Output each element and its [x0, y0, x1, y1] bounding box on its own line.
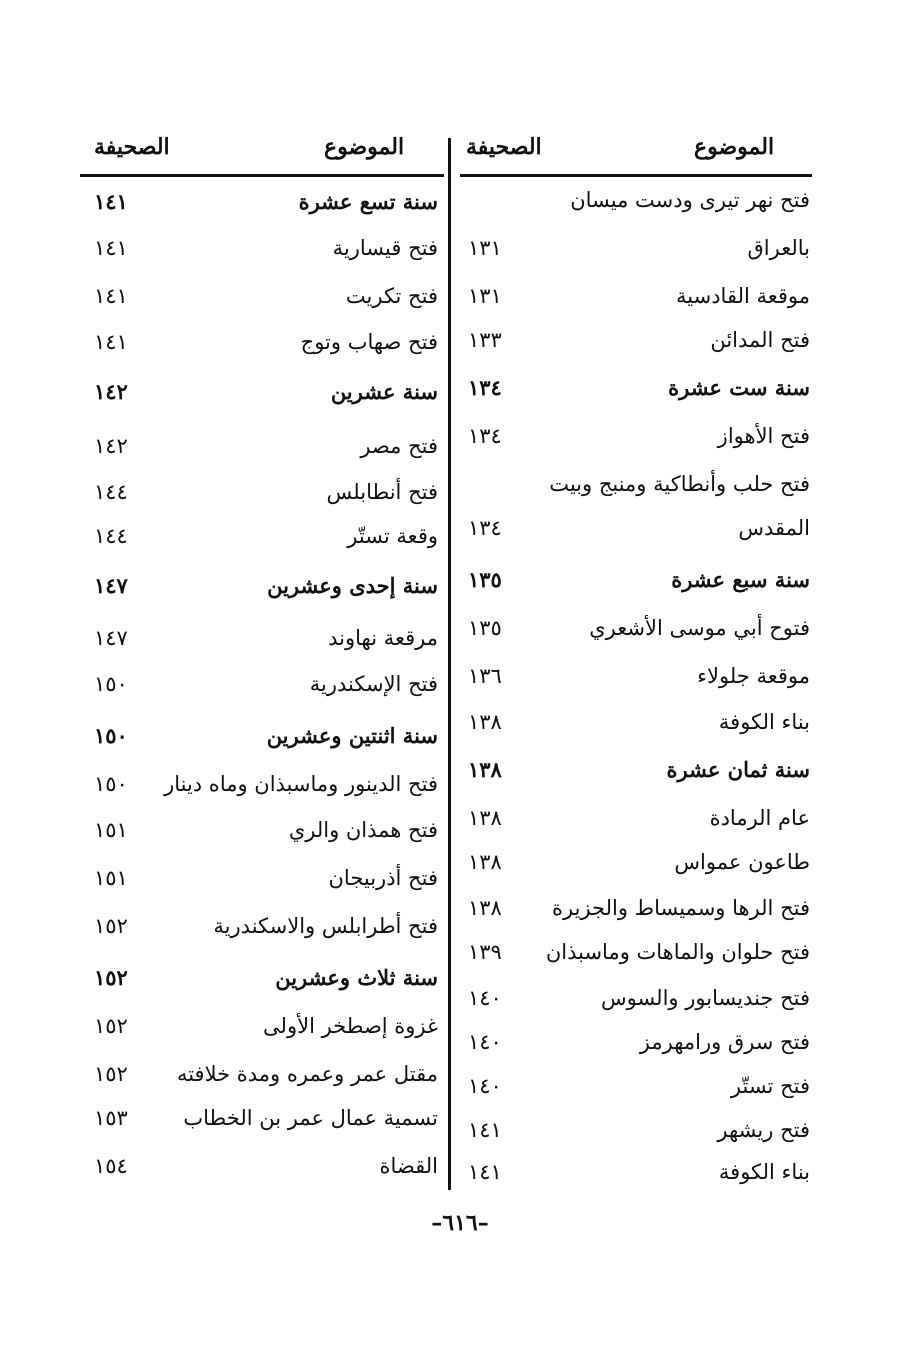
entry-topic: تسمية عمال عمر بن الخطاب	[183, 1106, 438, 1130]
index-entry	[90, 664, 438, 704]
entry-page-number: ١٥٢	[94, 914, 128, 938]
index-entry	[460, 508, 810, 548]
right-page-header: الصحيفة	[466, 134, 542, 160]
index-entry	[460, 276, 810, 316]
index-entry	[90, 182, 438, 222]
index-entry	[90, 426, 438, 466]
entry-page-number: ١٤٧	[94, 573, 128, 598]
index-entry	[460, 368, 810, 408]
entry-topic: وقعة تستّر	[347, 524, 438, 548]
page-number: –٦١٦–	[431, 1210, 489, 1236]
entry-topic: سنة سبع عشرة	[671, 567, 810, 592]
entry-topic: فتح أطرابلس والاسكندرية	[213, 914, 438, 938]
entry-page-number: ١٤٢	[94, 434, 128, 458]
entry-topic: سنة عشرين	[330, 379, 438, 404]
entry-topic: فتح الأهواز	[717, 424, 810, 448]
entry-topic: غزوة إصطخر الأولى	[263, 1014, 438, 1038]
entry-topic: موقعة القادسية	[676, 284, 810, 308]
index-entry	[90, 1054, 438, 1094]
entry-topic: مرقعة نهاوند	[328, 626, 438, 650]
index-entry	[90, 372, 438, 412]
index-entry	[90, 764, 438, 804]
entry-topic: بناء الكوفة	[718, 1160, 810, 1184]
entry-topic: فتح ريشهر	[717, 1118, 810, 1142]
index-entry	[460, 560, 810, 600]
right-topic-header: الموضوع	[694, 134, 775, 160]
entry-topic: فتح مصر	[360, 434, 438, 458]
entry-page-number: ١٤٧	[94, 626, 128, 650]
entry-page-number: ١٤٠	[468, 1030, 502, 1054]
entry-page-number: ١٥١	[94, 818, 128, 842]
left-topic-header: الموضوع	[324, 134, 405, 160]
index-entry	[90, 516, 438, 556]
index-entry	[460, 656, 810, 696]
entry-topic: المقدس	[738, 516, 810, 540]
index-entry	[460, 180, 810, 220]
entry-page-number: ١٥٣	[94, 1106, 128, 1130]
index-entry	[460, 416, 810, 456]
entry-topic: فتح المدائن	[710, 328, 810, 352]
index-entry	[90, 1098, 438, 1138]
index-entry	[460, 798, 810, 838]
index-entry	[460, 464, 810, 504]
entry-topic: فتح أذربيجان	[328, 866, 438, 890]
entry-page-number: ١٥١	[94, 866, 128, 890]
index-entry	[90, 716, 438, 756]
index-entry	[460, 932, 810, 972]
entry-page-number: ١٤١	[94, 189, 128, 214]
entry-topic: فتح أنطابلس	[326, 480, 438, 504]
entry-topic: فتح تستّر	[730, 1074, 810, 1098]
index-entry	[460, 1152, 810, 1192]
entry-topic: مقتل عمر وعمره ومدة خلافته	[176, 1062, 438, 1086]
index-entry	[460, 228, 810, 268]
entry-topic: فتح صهاب وتوج	[300, 330, 438, 354]
entry-topic: طاعون عمواس	[674, 850, 810, 874]
entry-topic: سنة تسع عشرة	[298, 189, 438, 214]
entry-page-number: ١٤١	[468, 1160, 502, 1184]
index-entry	[90, 228, 438, 268]
entry-page-number: ١٤٤	[94, 524, 128, 548]
entry-page-number: ١٤١	[94, 284, 128, 308]
index-entry	[90, 1006, 438, 1046]
entry-topic: فتح نهر تيرى ودست ميسان	[570, 188, 810, 212]
entry-topic: فتح الإسكندرية	[309, 672, 438, 696]
entry-page-number: ١٤١	[94, 330, 128, 354]
index-entry	[460, 750, 810, 790]
index-entry	[90, 1146, 438, 1186]
entry-page-number: ١٥٠	[94, 772, 128, 796]
index-entry	[90, 322, 438, 362]
index-entry	[460, 608, 810, 648]
index-entry	[90, 810, 438, 850]
index-entry	[460, 842, 810, 882]
index-entry	[90, 906, 438, 946]
entry-topic: سنة اثنتين وعشرين	[266, 723, 438, 748]
entry-topic: فتح جنديسابور والسوس	[600, 986, 810, 1010]
entry-page-number: ١٣٥	[468, 567, 502, 592]
entry-topic: القضاة	[379, 1154, 438, 1178]
index-entry	[90, 276, 438, 316]
entry-page-number: ١٥٢	[94, 1062, 128, 1086]
entry-page-number: ١٤٠	[468, 1074, 502, 1098]
entry-page-number: ١٣٦	[468, 664, 502, 688]
entry-page-number: ١٣٨	[468, 806, 502, 830]
entry-topic: فتح سرق ورامهرمز	[639, 1030, 810, 1054]
entry-page-number: ١٣٤	[468, 516, 502, 540]
entry-topic: سنة إحدى وعشرين	[267, 573, 438, 598]
left-header-rule	[80, 174, 444, 177]
entry-page-number: ١٣٤	[468, 375, 502, 400]
entry-topic: سنة ثلاث وعشرين	[275, 965, 438, 990]
entry-topic: فتح الدينور وماسبذان وماه دينار	[164, 772, 438, 796]
index-entry	[460, 978, 810, 1018]
entry-page-number: ١٤٤	[94, 480, 128, 504]
entry-page-number: ١٣٨	[468, 710, 502, 734]
index-entry	[460, 320, 810, 360]
entry-page-number: ١٣٨	[468, 896, 502, 920]
entry-page-number: ١٥٠	[94, 723, 128, 748]
index-entry	[90, 566, 438, 606]
entry-page-number: ١٣١	[468, 284, 502, 308]
index-entry	[460, 1110, 810, 1150]
entry-page-number: ١٣٩	[468, 940, 502, 964]
entry-topic: عام الرمادة	[709, 806, 810, 830]
entry-topic: فتوح أبي موسى الأشعري	[589, 616, 810, 640]
entry-page-number: ١٣٥	[468, 616, 502, 640]
entry-page-number: ١٣١	[468, 236, 502, 260]
entry-page-number: ١٥٢	[94, 965, 128, 990]
column-divider	[448, 138, 451, 1190]
entry-topic: فتح حلب وأنطاكية ومنبج وبيت	[549, 472, 810, 496]
entry-page-number: ١٣٨	[468, 850, 502, 874]
index-entry	[460, 888, 810, 928]
entry-page-number: ١٤٢	[94, 379, 128, 404]
entry-topic: فتح همذان والري	[288, 818, 438, 842]
entry-page-number: ١٤١	[94, 236, 128, 260]
entry-page-number: ١٤٠	[468, 986, 502, 1010]
entry-topic: فتح حلوان والماهات وماسبذان	[545, 940, 810, 964]
entry-topic: سنة ست عشرة	[668, 375, 810, 400]
entry-topic: بالعراق	[747, 236, 810, 260]
index-entry	[460, 1022, 810, 1062]
index-entry	[90, 858, 438, 898]
index-entry	[90, 958, 438, 998]
entry-topic: بناء الكوفة	[718, 710, 810, 734]
entry-page-number: ١٣٨	[468, 757, 502, 782]
left-page-header: الصحيفة	[94, 134, 170, 160]
right-header-rule	[460, 174, 812, 177]
index-entry	[90, 472, 438, 512]
entry-topic: فتح قيسارية	[332, 236, 438, 260]
index-entry	[90, 618, 438, 658]
entry-topic: فتح الرها وسميساط والجزيرة	[552, 896, 810, 920]
entry-page-number: ١٥٤	[94, 1154, 128, 1178]
entry-topic: موقعة جلولاء	[697, 664, 810, 688]
index-entry	[460, 702, 810, 742]
entry-topic: سنة ثمان عشرة	[666, 757, 810, 782]
entry-page-number: ١٥٠	[94, 672, 128, 696]
entry-page-number: ١٤١	[468, 1118, 502, 1142]
entry-page-number: ١٣٣	[468, 328, 502, 352]
index-entry	[460, 1066, 810, 1106]
entry-topic: فتح تكريت	[345, 284, 438, 308]
entry-page-number: ١٣٤	[468, 424, 502, 448]
entry-page-number: ١٥٢	[94, 1014, 128, 1038]
